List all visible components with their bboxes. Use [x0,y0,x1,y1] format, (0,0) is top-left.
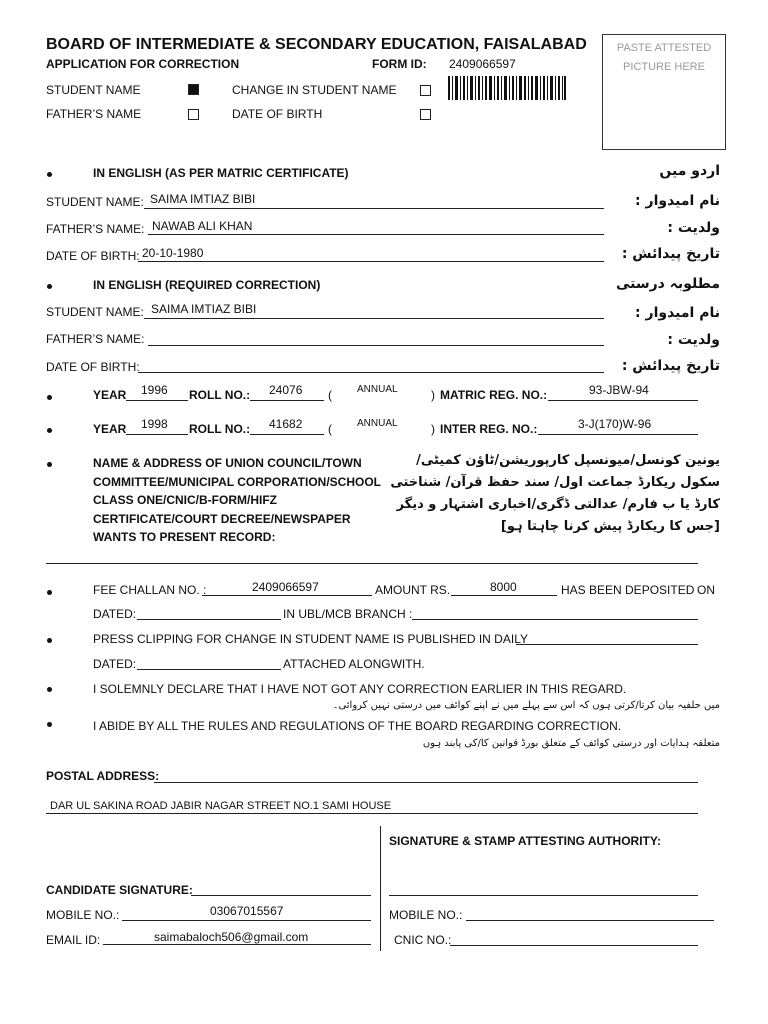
correction-fathers-name-field[interactable] [148,345,604,346]
fee-dated-label: DATED: [93,607,137,621]
press-daily-field[interactable] [516,644,698,645]
email-line [103,944,371,945]
bullet [47,687,52,692]
union-urdu-1: یونین کونسل/میونسپل کارپوریشن/ٹاؤن کمیٹی/ [416,453,720,468]
press-attached-label: ATTACHED ALONGWITH. [283,657,425,671]
application-title: APPLICATION FOR CORRECTION [46,57,240,71]
photo-line-1: PASTE ATTESTED [616,42,712,54]
fee-branch-label: IN UBL/MCB BRANCH : [283,607,413,621]
cnic-field[interactable] [450,945,698,946]
type-dob-label: DATE OF BIRTH [232,107,323,121]
matric-paren-close: ) [431,388,435,402]
correction-section-heading: IN ENGLISH (REQUIRED CORRECTION) [93,278,321,292]
fee-branch-field[interactable] [412,619,698,620]
matric-roll-line [250,400,324,401]
union-line-3: CLASS ONE/CNIC/B-FORM/HIFZ [93,493,277,507]
barcode-icon [448,76,566,100]
inter-paren-open: ( [328,422,332,436]
matric-section-urdu-heading: اردو میں [659,163,720,179]
bullet [47,284,52,289]
fee-dated-field[interactable] [137,619,281,620]
matric-dob-label: DATE OF BIRTH: [46,249,140,263]
bullet [47,638,52,643]
photo-placeholder[interactable] [602,34,726,150]
matric-paren-open: ( [328,388,332,402]
postal-address-line-2 [46,813,698,814]
bullet [47,590,52,595]
attesting-signature-field[interactable] [389,895,698,896]
bullet [47,395,52,400]
dob-checkbox[interactable] [420,109,431,120]
authority-mobile-label: MOBILE NO.: [389,908,463,922]
inter-paren-close: ) [431,422,435,436]
correction-fathers-name-label: FATHER’S NAME: [46,332,145,346]
matric-urdu-dob: تاریخ پیدائش : [621,246,720,262]
fee-on-label: ON [697,583,715,597]
postal-address-field[interactable]: DAR UL SAKINA ROAD JABIR NAGAR STREET NO.1 SAMI HOUSE [50,800,392,812]
email-label: EMAIL ID: [46,933,101,947]
cnic-label: CNIC NO.: [394,933,452,947]
matric-dob-field[interactable]: 20-10-1980 [142,246,204,260]
authority-mobile-field[interactable] [466,920,714,921]
fee-amount-label: AMOUNT RS. [375,583,451,597]
matric-year-line [126,400,188,401]
fee-deposited-label: HAS BEEN DEPOSITED [561,583,695,597]
correction-dob-label: DATE OF BIRTH: [46,360,140,374]
matric-urdu-student-name: نام امیدوار : [635,193,720,209]
correction-urdu-dob: تاریخ پیدائش : [621,358,720,374]
inter-roll-field[interactable]: 41682 [269,417,303,431]
fee-challan-label: FEE CHALLAN NO. : [93,583,207,597]
email-field[interactable]: saimabaloch506@gmail.com [154,930,309,944]
mobile-field[interactable]: 03067015567 [210,904,284,918]
bullet [47,428,52,433]
correction-student-name-label: STUDENT NAME: [46,305,144,319]
press-dated-label: DATED: [93,657,137,671]
form-id-value: 2409066597 [449,57,516,71]
fee-challan-line [202,595,372,596]
fee-amount-field[interactable]: 8000 [490,580,517,594]
correction-student-name-field[interactable]: SAIMA IMTIAZ BIBI [151,302,257,316]
inter-year-field[interactable]: 1998 [141,417,168,431]
matric-student-name-line [144,208,604,209]
matric-roll-label: ROLL NO.: [189,388,251,402]
correction-urdu-fathers-name: ولدیت : [667,332,720,348]
fee-amount-line [451,595,557,596]
press-line-1: PRESS CLIPPING FOR CHANGE IN STUDENT NAME IS PUBLISHED IN DAILY [93,632,528,646]
correction-dob-field[interactable] [138,372,604,373]
candidate-signature-label: CANDIDATE SIGNATURE: [46,883,193,897]
union-line-2: COMMITTEE/MUNICIPAL CORPORATION/SCHOOL [93,475,381,489]
declaration-1-urdu: میں حلفیہ بیان کرتا/کرتی ہوں کہ اس سے پہلے میں نے اپنے کوائف میں درستی نہیں کروائی۔ [332,700,720,711]
change-name-checkbox[interactable] [420,85,431,96]
postal-address-line-1 [154,782,698,783]
signature-divider [380,826,381,951]
inter-session-field[interactable]: ANNUAL [357,418,398,429]
matric-roll-field[interactable]: 24076 [269,383,303,397]
union-line-5: WANTS TO PRESENT RECORD: [93,530,276,544]
type-change-name-label: CHANGE IN STUDENT NAME [232,83,397,97]
correction-student-name-line [144,318,604,319]
attesting-authority-label: SIGNATURE & STAMP ATTESTING AUTHORITY: [389,834,661,848]
photo-line-2: PICTURE HERE [623,61,705,73]
inter-roll-label: ROLL NO.: [189,422,251,436]
candidate-signature-field[interactable] [191,895,371,896]
fathers-name-checkbox[interactable] [188,109,199,120]
matric-section-heading: IN ENGLISH (AS PER MATRIC CERTIFICATE) [93,166,349,180]
student-name-checkbox[interactable] [188,84,199,95]
inter-roll-line [250,434,324,435]
inter-reg-label: INTER REG. NO.: [440,422,538,436]
matric-fathers-name-label: FATHER’S NAME: [46,222,145,236]
matric-student-name-label: STUDENT NAME: [46,195,144,209]
union-urdu-4: [جس کا ریکارڈ پیش کرنا چاہتا ہو] [500,519,720,534]
inter-reg-line [538,434,698,435]
union-urdu-2: سکول ریکارڈ جماعت اول/ سند حفظ قرآن/ شناختی [390,475,720,490]
union-record-field[interactable] [46,563,698,564]
matric-year-field[interactable]: 1996 [141,383,168,397]
declaration-2: I ABIDE BY ALL THE RULES AND REGULATIONS OF THE BOARD REGARDING CORRECTION. [93,719,622,733]
bullet [47,172,52,177]
mobile-label: MOBILE NO.: [46,908,120,922]
form-id-label: FORM ID: [372,57,427,71]
matric-urdu-fathers-name: ولدیت : [667,220,720,236]
mobile-line [122,920,371,921]
union-line-1: NAME & ADDRESS OF UNION COUNCIL/TOWN [93,456,362,470]
matric-reg-label: MATRIC REG. NO.: [440,388,548,402]
bullet [47,722,52,727]
inter-year-line [126,434,188,435]
declaration-2-urdu: متعلقہ ہدایات اور درستی کوائف کے متعلق بورڈ قوانین کا/کی پابند ہوں [422,738,720,749]
matric-fathers-name-line [148,234,604,235]
matric-fathers-name-field[interactable]: NAWAB ALI KHAN [152,219,253,233]
fee-challan-field[interactable]: 2409066597 [252,580,319,594]
union-urdu-3: کارڈ یا ب فارم/ عدالتی ڈگری/اخباری اشتہار و دیگر [396,497,720,512]
matric-reg-line [548,400,698,401]
inter-year-label: YEAR [93,422,127,436]
declaration-1: I SOLEMNLY DECLARE THAT I HAVE NOT GOT ANY CORRECTION EARLIER IN THIS REGARD. [93,682,627,696]
postal-address-label: POSTAL ADDRESS: [46,769,160,783]
union-line-4: CERTIFICATE/COURT DECREE/NEWSPAPER [93,512,351,526]
inter-reg-field[interactable]: 3-J(170)W-96 [578,417,652,431]
board-title: BOARD OF INTERMEDIATE & SECONDARY EDUCATION, FAISALABAD [46,36,587,53]
matric-session-field[interactable]: ANNUAL [357,384,398,395]
press-dated-field[interactable] [137,669,281,670]
bullet [47,462,52,467]
type-student-name-label: STUDENT NAME [46,83,141,97]
matric-dob-line [138,261,604,262]
type-fathers-name-label: FATHER’S NAME [46,107,142,121]
correction-section-urdu-heading: مطلوبہ درستی [615,276,720,292]
matric-student-name-field[interactable]: SAIMA IMTIAZ BIBI [150,192,256,206]
matric-reg-field[interactable]: 93-JBW-94 [589,383,649,397]
correction-urdu-student-name: نام امیدوار : [635,305,720,321]
matric-year-label: YEAR [93,388,127,402]
